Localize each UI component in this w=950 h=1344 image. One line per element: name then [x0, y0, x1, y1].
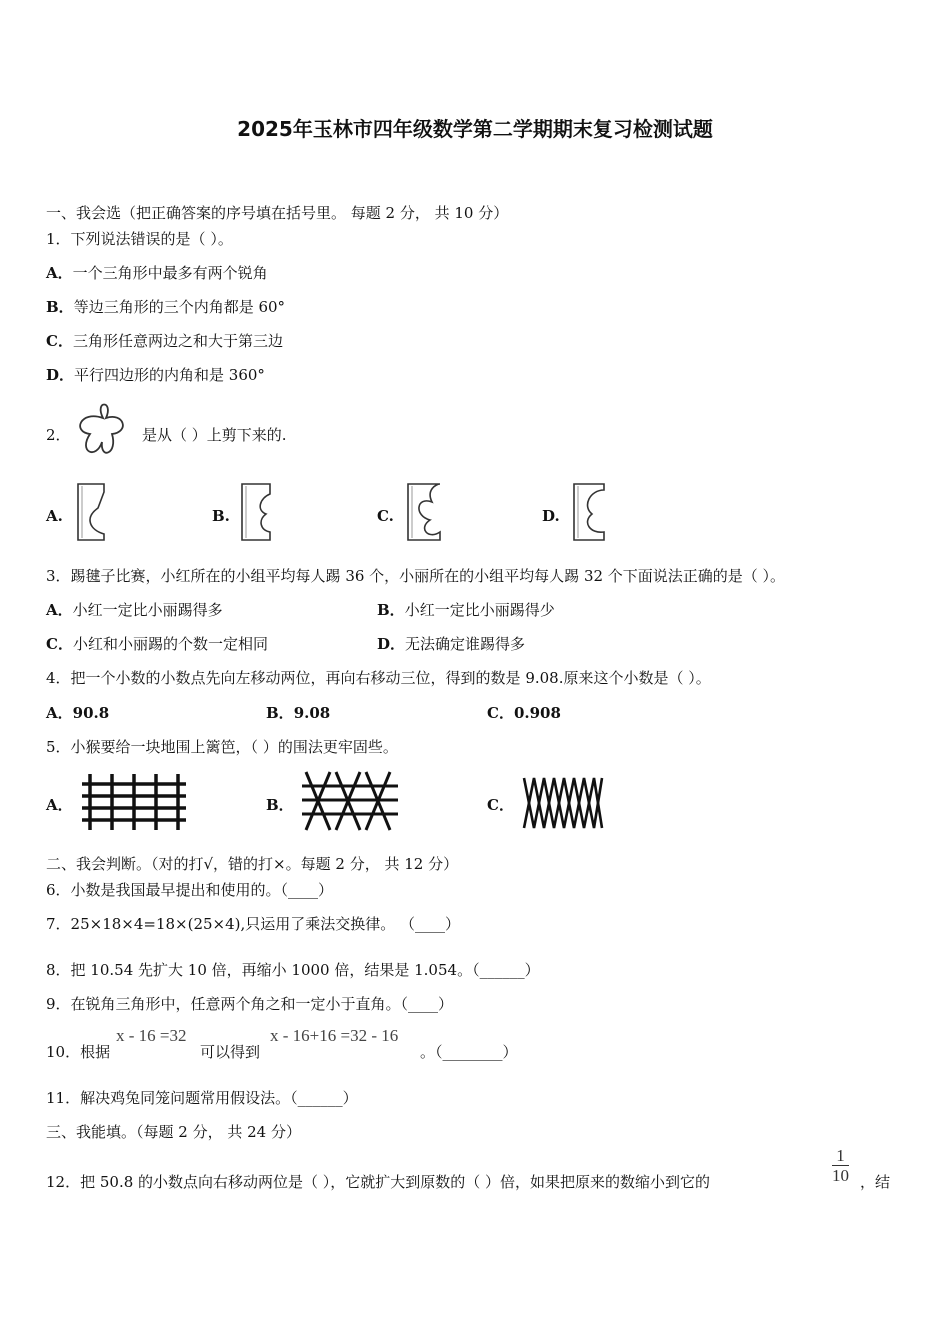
fraction-denominator: 10 — [832, 1166, 849, 1185]
q3-option-c — [46, 633, 268, 654]
q2-option-d-figure — [572, 482, 608, 544]
q4-stem: 4．把一个小数的小数点先向左移动两位，再向右移动三位，得到的数是 9.08.原来这个小数是（ ）。 — [46, 669, 711, 687]
q5-option-b-label: B． — [266, 796, 294, 814]
q1-option-b — [46, 296, 285, 317]
q2-option-a-label: A. — [46, 507, 63, 525]
q12-fraction — [832, 1146, 849, 1185]
option-label: B． — [266, 704, 294, 722]
section2-heading: 二、我会判断。（对的打√，错的打×。每题 2 分， 共 12 分） — [46, 855, 459, 873]
clover-shape-figure — [72, 398, 134, 460]
q10-equation-2: x - 16+16 =32 - 16 — [270, 1026, 399, 1045]
section3-heading: 三、我能填。（每题 2 分， 共 24 分） — [46, 1123, 301, 1141]
section1-heading: 一、我会选（把正确答案的序号填在括号里。 每题 2 分， 共 10 分） — [46, 204, 509, 222]
q3-option-b — [377, 599, 555, 620]
q2-option-b-label: B. — [212, 507, 230, 525]
option-label: A． — [46, 601, 73, 619]
option-text: 90.8 — [72, 704, 110, 722]
q4-option-c — [487, 702, 561, 723]
q1-option-d — [46, 364, 265, 385]
fence-grid-figure — [82, 774, 186, 830]
fraction-numerator: 1 — [832, 1146, 849, 1166]
option-label: B． — [46, 298, 74, 316]
page-title: 2025年玉林市四年级数学第二学期期末复习检测试题 — [237, 117, 713, 141]
option-label: B． — [377, 601, 405, 619]
q2-text: 是从（ ）上剪下来的. — [142, 426, 287, 444]
q1-option-c — [46, 330, 283, 351]
q10-middle: 可以得到 — [200, 1043, 261, 1061]
q9: 9．在锐角三角形中，任意两个角之和一定小于直角。（____） — [46, 995, 454, 1013]
q5-option-c-label: C． — [487, 796, 514, 814]
q10-suffix: 。（________） — [420, 1043, 518, 1061]
option-label: D． — [46, 366, 75, 384]
q10-equation-1: x - 16 =32 — [116, 1026, 187, 1045]
q11: 11．解决鸡兔同笼问题常用假设法。（______） — [46, 1089, 358, 1107]
option-text: 无法确定谁踢得多 — [405, 635, 526, 653]
q1-stem: 1．下列说法错误的是（ ）。 — [46, 230, 233, 248]
q2-option-c-figure — [406, 482, 444, 544]
option-text: 0.908 — [513, 704, 561, 722]
option-text: 一个三角形中最多有两个锐角 — [72, 264, 268, 282]
q2-option-d-label: D. — [542, 507, 560, 525]
q6: 6．小数是我国最早提出和使用的。（____） — [46, 881, 334, 899]
option-text: 小红一定比小丽踢得多 — [72, 601, 223, 619]
q3-stem: 3．踢毽子比赛，小红所在的小组平均每人踢 36 个，小丽所在的小组平均每人踢 32 个下面说法正确的是（ ）。 — [46, 567, 786, 585]
option-text: 9.08 — [293, 704, 331, 722]
option-text: 小红和小丽踢的个数一定相同 — [72, 635, 268, 653]
q5-option-a-label: A． — [46, 796, 73, 814]
q4-option-b — [266, 702, 330, 723]
fence-zigzag-figure — [522, 776, 604, 830]
option-text: 平行四边形的内角和是 360° — [74, 366, 265, 384]
q12-suffix: ，结 — [860, 1173, 891, 1191]
q8: 8．把 10.54 先扩大 10 倍，再缩小 1000 倍，结果是 1.054。（______） — [46, 961, 540, 979]
option-text: 三角形任意两边之和大于第三边 — [72, 332, 283, 350]
option-text: 等边三角形的三个内角都是 60° — [73, 298, 286, 316]
option-label: D． — [377, 635, 406, 653]
q2-option-c-label: C. — [377, 507, 394, 525]
q7: 7．25×18×4=18×(25×4),只运用了乘法交换律。 （____） — [46, 915, 461, 933]
q12-text: 12．把 50.8 的小数点向右移动两位是（ ），它就扩大到原数的（ ）倍，如果把原来的数缩小到它的 — [46, 1173, 711, 1191]
option-label: A． — [46, 704, 73, 722]
option-label: C． — [487, 704, 514, 722]
q5-stem: 5．小猴要给一块地围上篱笆，（ ）的围法更牢固些。 — [46, 738, 398, 756]
q3-option-d — [377, 633, 525, 654]
q2-option-a-figure — [76, 482, 108, 544]
q1-option-a — [46, 262, 268, 283]
q2-number: 2． — [46, 426, 71, 444]
fence-cross-grid-figure — [300, 770, 400, 832]
option-text: 小红一定比小丽踢得少 — [404, 601, 555, 619]
q3-option-a — [46, 599, 223, 620]
option-label: C． — [46, 332, 73, 350]
option-label: A． — [46, 264, 73, 282]
q2-option-b-figure — [240, 482, 274, 544]
q4-option-a — [46, 702, 109, 723]
q10-prefix: 10．根据 — [46, 1043, 111, 1061]
option-label: C． — [46, 635, 73, 653]
